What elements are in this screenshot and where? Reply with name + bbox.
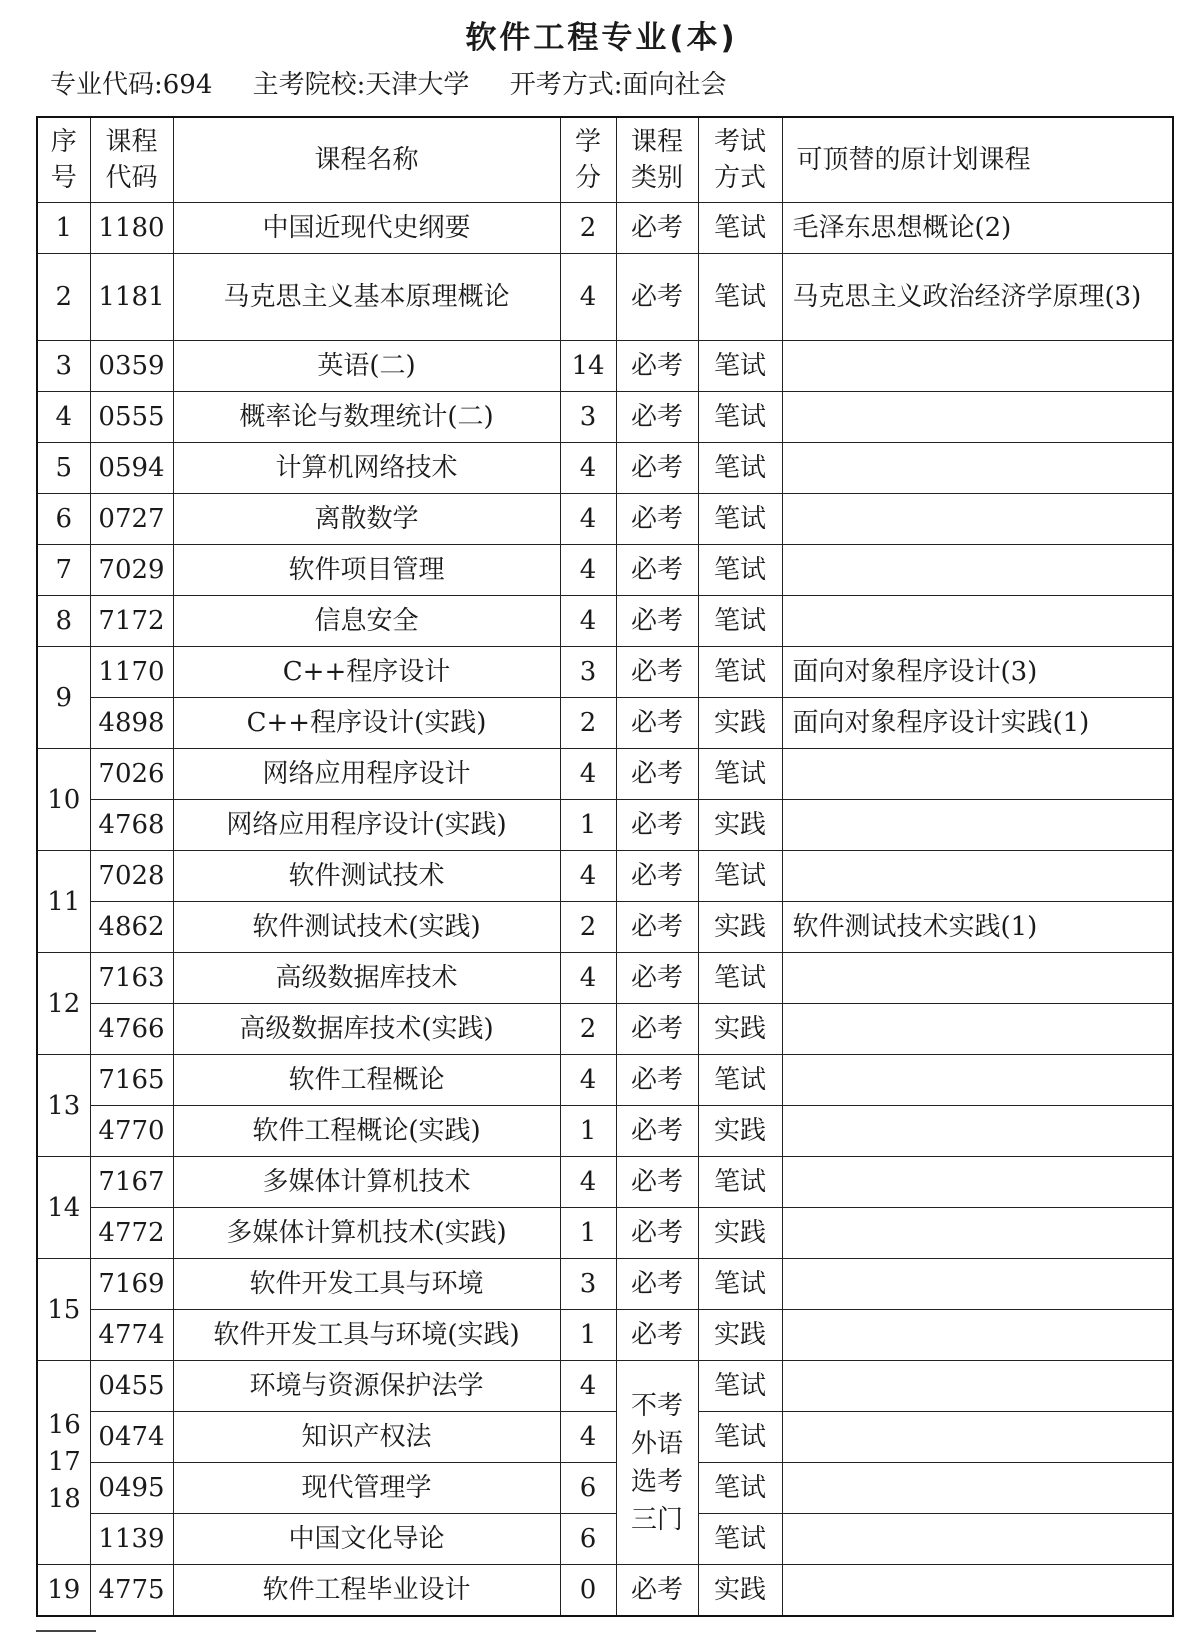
table-row [37,1310,1173,1361]
cell-seq: 8 [37,596,90,647]
table-row [37,698,1173,749]
exam-mode: 开考方式:面向社会 [509,70,727,100]
cell-exam: 笔试 [698,953,782,1004]
cell-code: 4775 [90,1565,173,1617]
cell-seq: 10 [37,749,90,851]
cell-name: 多媒体计算机技术 [173,1157,560,1208]
cell-seq: 5 [37,443,90,494]
cell-exam: 实践 [698,902,782,953]
cell-exam: 笔试 [698,254,782,341]
cell-seq: 11 [37,851,90,953]
cell-name: 软件测试技术 [173,851,560,902]
cell-name: 多媒体计算机技术(实践) [173,1208,560,1259]
cell-substitute [782,800,1173,851]
cell-substitute [782,341,1173,392]
cell-exam: 笔试 [698,851,782,902]
cell-name: 英语(二) [173,341,560,392]
cell-name: 马克思主义基本原理概论 [173,254,560,341]
bottom-rule [36,1630,96,1632]
cell-substitute [782,1208,1173,1259]
header-exam: 考试方式 [698,117,782,203]
cell-exam: 实践 [698,1565,782,1617]
cell-substitute [782,749,1173,800]
cell-credit: 14 [560,341,616,392]
cell-exam: 实践 [698,800,782,851]
header-seq: 序号 [37,117,90,203]
cell-code: 0555 [90,392,173,443]
cell-seq: 15 [37,1259,90,1361]
cell-credit: 4 [560,1055,616,1106]
table-row [37,647,1173,698]
cell-seq: 13 [37,1055,90,1157]
cell-credit: 1 [560,1208,616,1259]
cell-substitute [782,545,1173,596]
cell-code: 1181 [90,254,173,341]
cell-name: C++程序设计(实践) [173,698,560,749]
cell-substitute [782,1055,1173,1106]
cell-exam: 笔试 [698,341,782,392]
table-row [37,203,1173,254]
cell-seq: 7 [37,545,90,596]
cell-category: 必考 [616,341,698,392]
cell-code: 4768 [90,800,173,851]
cell-credit: 2 [560,203,616,254]
cell-substitute [782,1157,1173,1208]
cell-category: 必考 [616,545,698,596]
cell-credit: 4 [560,494,616,545]
table-row [37,494,1173,545]
cell-code: 1180 [90,203,173,254]
cell-code: 7029 [90,545,173,596]
cell-substitute: 马克思主义政治经济学原理(3) [782,254,1173,341]
cell-substitute [782,1412,1173,1463]
table-row [37,443,1173,494]
table-row [37,1208,1173,1259]
cell-seq: 16 17 18 [37,1361,90,1565]
cell-name: 高级数据库技术(实践) [173,1004,560,1055]
cell-substitute: 面向对象程序设计(3) [782,647,1173,698]
table-header [37,117,1173,203]
cell-seq: 3 [37,341,90,392]
course-table [36,116,1174,1617]
cell-category: 必考 [616,953,698,1004]
cell-name: 软件工程概论 [173,1055,560,1106]
table-row [37,1514,1173,1565]
cell-category: 必考 [616,800,698,851]
cell-category: 必考 [616,1259,698,1310]
cell-category: 必考 [616,902,698,953]
cell-category: 必考 [616,203,698,254]
cell-category: 必考 [616,392,698,443]
cell-code: 4898 [90,698,173,749]
major-code: 专业代码:694 [50,70,213,100]
cell-code: 7028 [90,851,173,902]
cell-substitute [782,494,1173,545]
cell-name: 网络应用程序设计 [173,749,560,800]
cell-category: 必考 [616,1106,698,1157]
cell-credit: 2 [560,698,616,749]
cell-seq: 2 [37,254,90,341]
cell-code: 7169 [90,1259,173,1310]
cell-credit: 3 [560,1259,616,1310]
cell-name: 软件工程毕业设计 [173,1565,560,1617]
table-row [37,341,1173,392]
cell-substitute [782,1361,1173,1412]
header-substitute: 可顶替的原计划课程 [782,117,1173,203]
header-name: 课程名称 [173,117,560,203]
cell-seq: 4 [37,392,90,443]
cell-exam: 笔试 [698,596,782,647]
cell-name: 离散数学 [173,494,560,545]
table-row [37,254,1173,341]
cell-credit: 0 [560,1565,616,1617]
cell-code: 4862 [90,902,173,953]
cell-credit: 6 [560,1514,616,1565]
table-row [37,1412,1173,1463]
cell-exam: 笔试 [698,647,782,698]
cell-code: 0727 [90,494,173,545]
table-row [37,1004,1173,1055]
table-row [37,596,1173,647]
cell-code: 4766 [90,1004,173,1055]
cell-name: 软件工程概论(实践) [173,1106,560,1157]
cell-credit: 4 [560,953,616,1004]
cell-seq: 19 [37,1565,90,1617]
cell-name: 中国近现代史纲要 [173,203,560,254]
cell-name: 中国文化导论 [173,1514,560,1565]
cell-seq: 9 [37,647,90,749]
cell-exam: 笔试 [698,545,782,596]
cell-category: 必考 [616,1310,698,1361]
cell-code: 7172 [90,596,173,647]
cell-category: 必考 [616,1004,698,1055]
cell-seq: 14 [37,1157,90,1259]
table-row [37,1055,1173,1106]
cell-exam: 笔试 [698,1463,782,1514]
table-row [37,800,1173,851]
cell-credit: 4 [560,443,616,494]
major-meta [50,64,758,101]
cell-credit: 4 [560,1412,616,1463]
table-row [37,1106,1173,1157]
cell-credit: 4 [560,596,616,647]
cell-credit: 3 [560,647,616,698]
cell-name: 软件开发工具与环境 [173,1259,560,1310]
cell-credit: 3 [560,392,616,443]
cell-name: 知识产权法 [173,1412,560,1463]
cell-substitute [782,443,1173,494]
cell-code: 7026 [90,749,173,800]
cell-substitute: 毛泽东思想概论(2) [782,203,1173,254]
cell-credit: 6 [560,1463,616,1514]
cell-substitute [782,1463,1173,1514]
cell-seq: 12 [37,953,90,1055]
cell-code: 0455 [90,1361,173,1412]
cell-seq: 6 [37,494,90,545]
table-row [37,953,1173,1004]
cell-category: 必考 [616,1055,698,1106]
cell-substitute: 面向对象程序设计实践(1) [782,698,1173,749]
cell-exam: 实践 [698,1310,782,1361]
cell-credit: 1 [560,1310,616,1361]
cell-name: 软件开发工具与环境(实践) [173,1310,560,1361]
cell-credit: 4 [560,851,616,902]
cell-substitute [782,1259,1173,1310]
cell-exam: 实践 [698,1106,782,1157]
cell-credit: 4 [560,749,616,800]
cell-exam: 笔试 [698,1514,782,1565]
cell-category: 必考 [616,494,698,545]
cell-substitute [782,1106,1173,1157]
cell-exam: 实践 [698,698,782,749]
cell-substitute [782,1004,1173,1055]
cell-code: 7165 [90,1055,173,1106]
cell-name: 信息安全 [173,596,560,647]
cell-name: 概率论与数理统计(二) [173,392,560,443]
cell-code: 1170 [90,647,173,698]
cell-code: 0594 [90,443,173,494]
cell-exam: 笔试 [698,443,782,494]
cell-substitute [782,596,1173,647]
header-code: 课程代码 [90,117,173,203]
cell-credit: 2 [560,902,616,953]
cell-name: 软件测试技术(实践) [173,902,560,953]
table-row [37,851,1173,902]
cell-category: 必考 [616,647,698,698]
cell-credit: 4 [560,545,616,596]
header-credit: 学分 [560,117,616,203]
cell-category: 必考 [616,698,698,749]
cell-credit: 1 [560,800,616,851]
cell-category: 必考 [616,1208,698,1259]
cell-category: 必考 [616,749,698,800]
table-row [37,392,1173,443]
cell-name: 软件项目管理 [173,545,560,596]
cell-category: 必考 [616,1157,698,1208]
cell-name: 现代管理学 [173,1463,560,1514]
table-row [37,902,1173,953]
table-row [37,1259,1173,1310]
cell-substitute [782,1514,1173,1565]
cell-category: 必考 [616,596,698,647]
cell-category: 必考 [616,1565,698,1617]
cell-name: 计算机网络技术 [173,443,560,494]
cell-substitute [782,851,1173,902]
cell-category: 必考 [616,254,698,341]
cell-exam: 笔试 [698,392,782,443]
cell-name: 高级数据库技术 [173,953,560,1004]
cell-credit: 4 [560,254,616,341]
cell-name: 环境与资源保护法学 [173,1361,560,1412]
page-title: 软件工程专业(本) [465,20,738,56]
cell-exam: 笔试 [698,1157,782,1208]
cell-exam: 笔试 [698,749,782,800]
cell-exam: 笔试 [698,203,782,254]
cell-exam: 实践 [698,1208,782,1259]
table-row [37,545,1173,596]
cell-code: 7163 [90,953,173,1004]
table-row [37,1361,1173,1412]
cell-exam: 笔试 [698,1055,782,1106]
cell-code: 4770 [90,1106,173,1157]
cell-credit: 1 [560,1106,616,1157]
cell-substitute [782,392,1173,443]
cell-credit: 2 [560,1004,616,1055]
cell-credit: 4 [560,1157,616,1208]
cell-credit: 4 [560,1361,616,1412]
cell-category: 必考 [616,851,698,902]
cell-exam: 笔试 [698,1259,782,1310]
cell-exam: 笔试 [698,494,782,545]
cell-code: 0359 [90,341,173,392]
table-row [37,1157,1173,1208]
cell-seq: 1 [37,203,90,254]
cell-substitute [782,1565,1173,1617]
cell-exam: 实践 [698,1004,782,1055]
cell-substitute [782,1310,1173,1361]
cell-category: 不考外语选考三门 [616,1361,698,1565]
cell-code: 4772 [90,1208,173,1259]
exam-school: 主考院校:天津大学 [252,70,470,100]
header-category: 课程类别 [616,117,698,203]
cell-code: 0474 [90,1412,173,1463]
table-row [37,1565,1173,1617]
cell-name: 网络应用程序设计(实践) [173,800,560,851]
cell-exam: 笔试 [698,1412,782,1463]
cell-code: 7167 [90,1157,173,1208]
table-row [37,1463,1173,1514]
cell-name: C++程序设计 [173,647,560,698]
cell-substitute: 软件测试技术实践(1) [782,902,1173,953]
cell-code: 4774 [90,1310,173,1361]
cell-category: 必考 [616,443,698,494]
cell-code: 1139 [90,1514,173,1565]
table-row [37,749,1173,800]
cell-code: 0495 [90,1463,173,1514]
cell-substitute [782,953,1173,1004]
cell-exam: 笔试 [698,1361,782,1412]
